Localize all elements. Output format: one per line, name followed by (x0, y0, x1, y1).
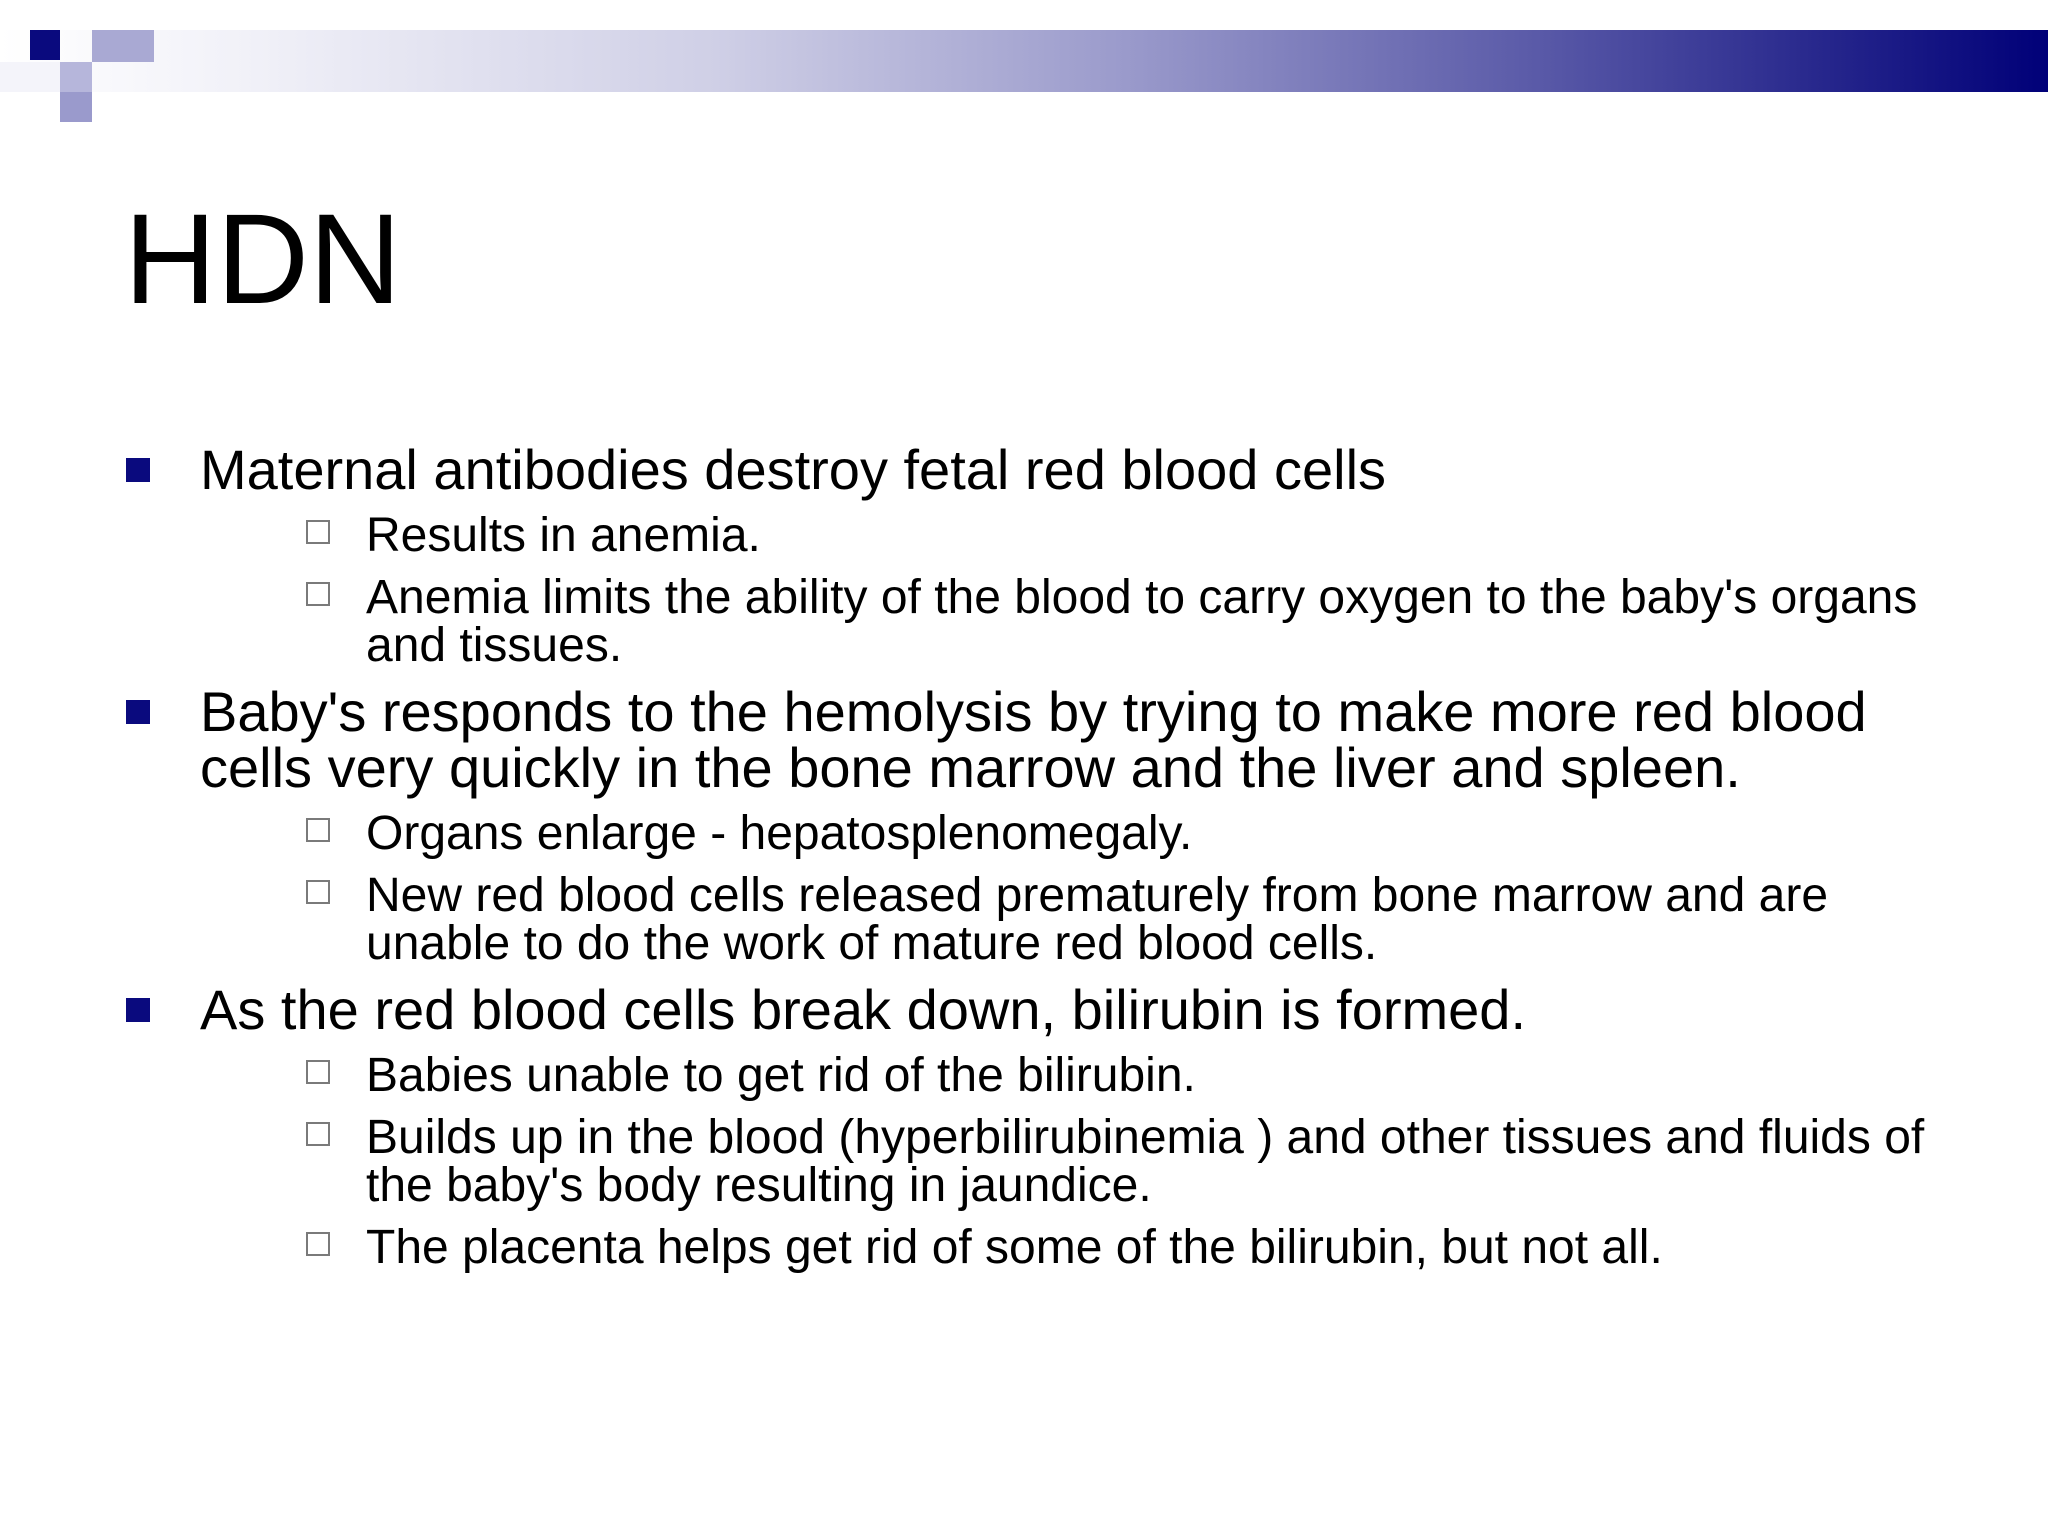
bullet-text: Maternal antibodies destroy fetal red blood cells (200, 438, 1387, 501)
sub-bullet-list (200, 807, 1984, 970)
decor-square (60, 92, 92, 122)
bullet-list (124, 438, 1984, 1286)
hollow-square-bullet-icon (306, 1122, 330, 1146)
square-bullet-icon (126, 458, 150, 482)
square-bullet-icon (126, 998, 150, 1022)
sub-bullet-text: The placenta helps get rid of some of the bilirubin, but not all. (366, 1221, 1663, 1274)
hollow-square-bullet-icon (306, 1232, 330, 1256)
bullet-item (124, 978, 1984, 1274)
sub-bullet-text: Anemia limits the ability of the blood to carry oxygen to the baby's organs and tissues. (366, 571, 1918, 672)
hollow-square-bullet-icon (306, 1060, 330, 1084)
sub-bullet-item (200, 1221, 1984, 1274)
sub-bullet-text: Builds up in the blood (hyperbilirubinemia ) and other tissues and fluids of the baby's body resulting in jaundice. (366, 1111, 1925, 1212)
square-bullet-icon (126, 700, 150, 724)
bullet-text: Baby's responds to the hemolysis by trying to make more red blood cells very quickly in the bone marrow and the liver and spleen. (200, 680, 1867, 799)
sub-bullet-item (200, 869, 1984, 970)
header-banner (0, 30, 2048, 92)
bullet-item (124, 438, 1984, 672)
sub-bullet-text: Organs enlarge - hepatosplenomegaly. (366, 807, 1193, 860)
sub-bullet-item (200, 509, 1984, 562)
sub-bullet-item (200, 1111, 1984, 1212)
decor-square (0, 62, 60, 92)
sub-bullet-text: Results in anemia. (366, 509, 761, 562)
sub-bullet-text: Babies unable to get rid of the bilirubin. (366, 1049, 1196, 1102)
sub-bullet-list (200, 1049, 1984, 1274)
sub-bullet-text: New red blood cells released prematurely from bone marrow and are unable to do the work of mature red blood cells. (366, 869, 1829, 970)
hollow-square-bullet-icon (306, 520, 330, 544)
slide-title: HDN (124, 188, 402, 331)
decor-square (92, 0, 154, 30)
sub-bullet-item (200, 807, 1984, 860)
decor-square (60, 62, 92, 92)
hollow-square-bullet-icon (306, 582, 330, 606)
hollow-square-bullet-icon (306, 880, 330, 904)
bullet-text: As the red blood cells break down, bilirubin is formed. (200, 978, 1527, 1041)
sub-bullet-item (200, 571, 1984, 672)
bullet-item (124, 680, 1984, 970)
decor-square (92, 30, 154, 62)
sub-bullet-item (200, 1049, 1984, 1102)
hollow-square-bullet-icon (306, 818, 330, 842)
sub-bullet-list (200, 509, 1984, 672)
decor-square (30, 30, 60, 60)
